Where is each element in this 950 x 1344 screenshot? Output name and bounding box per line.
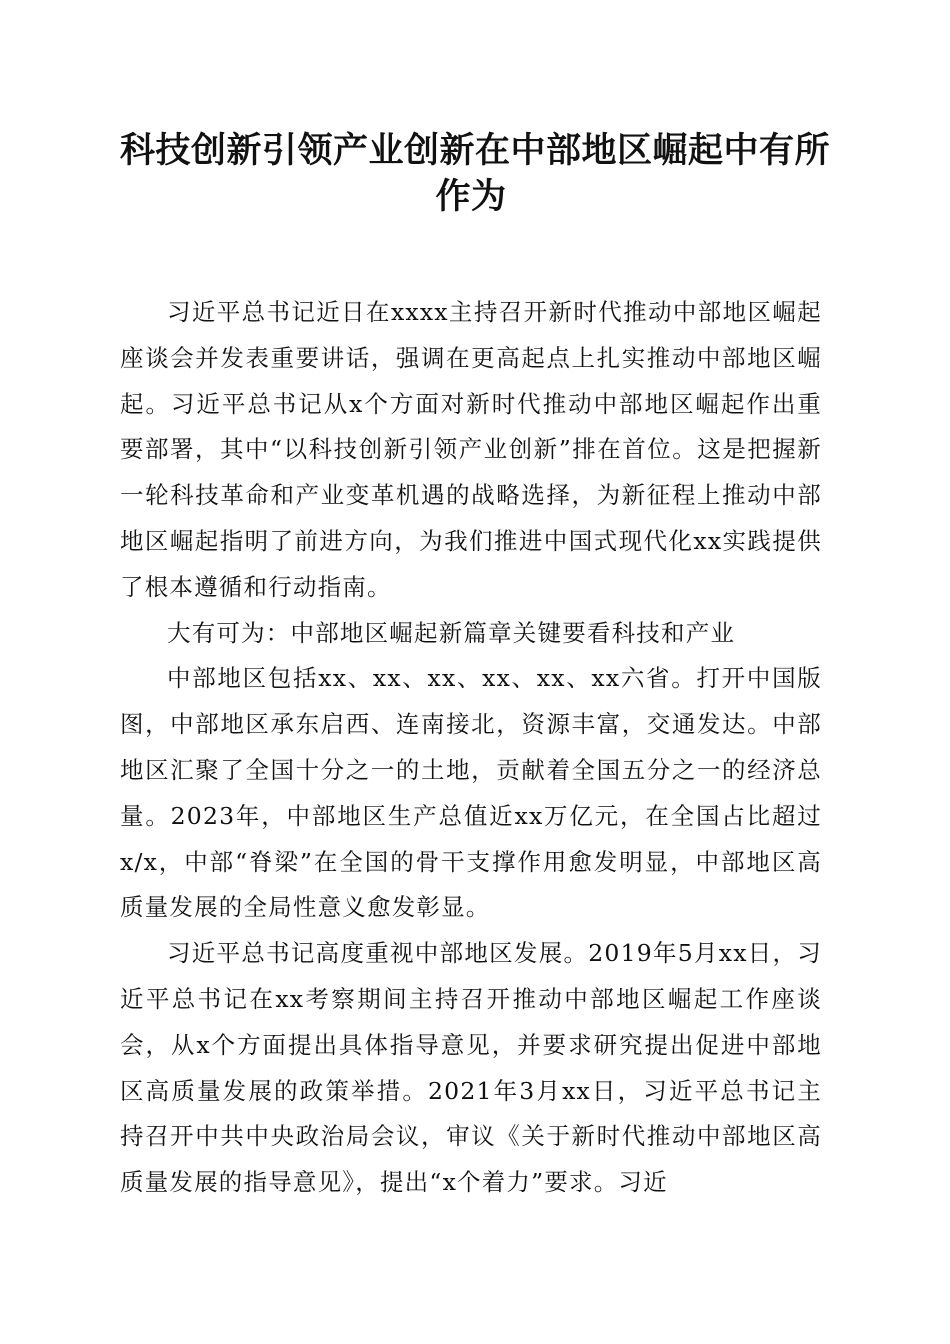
paragraph-importance: 习近平总书记高度重视中部地区发展。2019年5月xx日，习近平总书记在xx考察期间主持召开推动中部地区崛起工作座谈会，从x个方面提出具体指导意见，并要求研究提出促进中部地区高质量发展的政策举措。2021年3月xx日，习近平总书记主持召开中共中央政治局会议，审议《关于新时代推动中部地区高质量发展的指导意见》，提出“x个着力”要求。习近	[120, 939, 822, 1197]
paragraph-intro: 习近平总书记近日在xxxx主持召开新时代推动中部地区崛起座谈会并发表重要讲话，强调在更高起点上扎实推动中部地区崛起。习近平总书记从x个方面对新时代推动中部地区崛起作出重要部署，其中“以科技创新引领产业创新”排在首位。这是把握新一轮科技革命和产业变革机遇的战略选择，为新征程上推动中部地区崛起指明了前进方向，为我们推进中国式现代化xx实践提供了根本遵循和行动指南。	[120, 298, 822, 601]
paragraph-central-region: 中部地区包括xx、xx、xx、xx、xx、xx六省。打开中国版图，中部地区承东启西、连南接北，资源丰富，交通发达。中部地区汇聚了全国十分之一的土地，贡献着全国五分之一的经济总量。2023年，中部地区生产总值近xx万亿元，在全国占比超过x/x，中部“脊梁”在全国的骨干支撑作用愈发明显，中部地区高质量发展的全局性意义愈发彰显。	[120, 664, 822, 922]
title-line-2: 作为	[435, 177, 507, 217]
document-title	[120, 128, 831, 220]
document-body	[120, 290, 822, 1206]
title-line-1: 科技创新引领产业创新在中部地区崛起中有所	[120, 131, 831, 171]
section-heading: 大有可为：中部地区崛起新篇章关键要看科技和产业	[167, 618, 736, 647]
